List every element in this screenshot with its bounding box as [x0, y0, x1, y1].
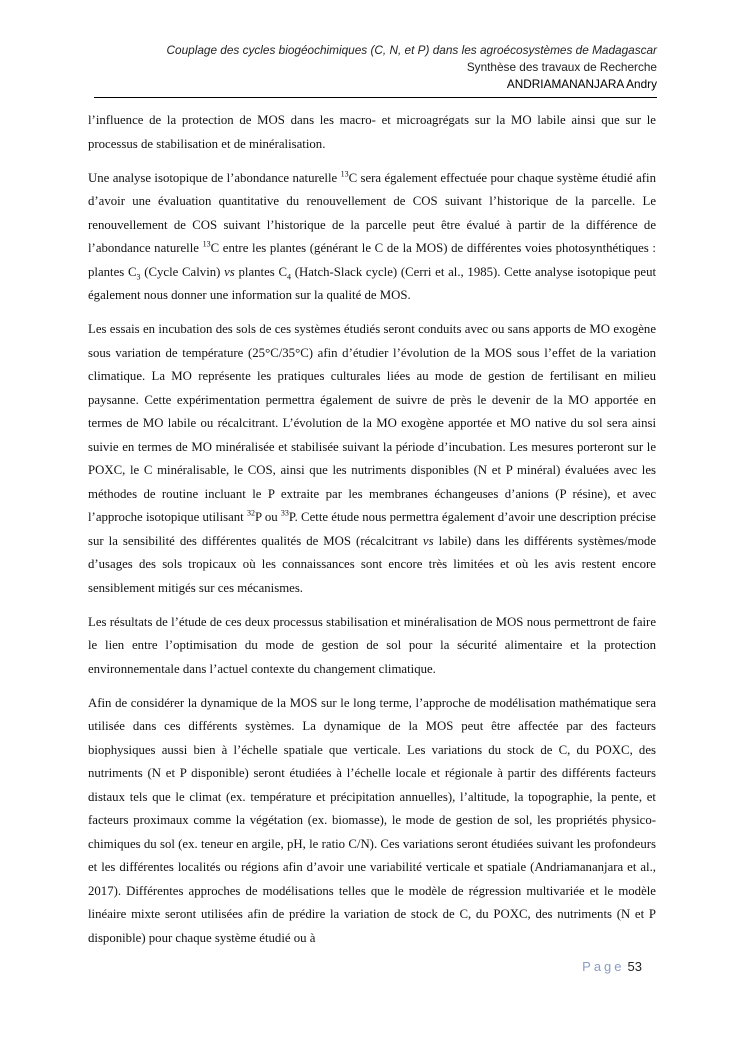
paragraph-2 — [88, 167, 656, 308]
subscript: 3 — [136, 272, 141, 282]
text-run: C sera également effectuée pour chaque système étudié afin d’avoir une évaluation quantitative du renouvellement de COS suivant l’historique de la parcelle. Le renouvellement de COS suivant l’historique de la parcelle peut être évalué à partir de la différence de l’abondance naturelle — [88, 170, 657, 255]
header-divider — [94, 97, 657, 98]
text-run: C entre les plantes (générant le C de la MOS) de différentes voies photosynthétiques : plantes C — [88, 241, 656, 279]
text-run: Les essais en incubation des sols de ces systèmes étudiés seront conduits avec ou sans apports de MO exogène sous variation de température (25°C/35°C) afin d’étudier l’évolution de la MOS sous l’effet de la variation climatique. La MO représente les pratiques culturales liées au mode de gestion de fertilisant en milieu paysanne. Cette expérimentation permettra également de suivre de près le devenir de la MO apportée en termes de MO labile ou récalcitrant. L’évolution de la MO exogène apportée et MO native du sol sera ainsi suivie en termes de MO minéralisée et stabilisée suivant la période d’incubation. Les mesures porteront sur le POXC, le C minéralisable, le COS, ainsi que les nutriments disponibles (N et P minéral) évaluées avec les méthodes de routine incluant le P extraite par les membranes échangeuses d’anions (P résine), et avec l’approche isotopique utilisant — [88, 322, 656, 524]
superscript: 33 — [280, 508, 289, 518]
page-number: 53 — [627, 959, 642, 974]
superscript: 13 — [340, 169, 349, 179]
header-author: ANDRIAMANANJARA Andry — [506, 77, 657, 91]
superscript: 32 — [246, 508, 255, 518]
text-run: (Hatch-Slack cycle) (Cerri et al., 1985). Cette analyse isotopique peut également nous donner une information sur la qualité de MOS. — [88, 264, 657, 302]
subscript: 4 — [287, 272, 291, 282]
text-run: Une analyse isotopique de l’abondance naturelle — [88, 170, 341, 185]
header-document-title: Couplage des cycles biogéochimiques (C, N, et P) dans les agroécosystèmes de Madagascar — [166, 43, 657, 57]
text-run: P. Cette étude nous permettra également d’avoir une description précise sur la sensibilité des différentes qualités de MOS (récalcitrant — [88, 510, 656, 548]
text-run: (Cycle Calvin) — [140, 264, 225, 279]
text-run: plantes C — [234, 264, 287, 279]
page-header — [94, 42, 657, 93]
italic-term: vs — [422, 533, 434, 548]
paragraph-1: l’influence de la protection de MOS dans les macro- et microagrégats sur la MO labile ainsi que sur le processus de stabilisation et de minéralisation. — [88, 113, 656, 151]
superscript: 13 — [202, 239, 211, 249]
paragraph-5: Afin de considérer la dynamique de la MOS sur le long terme, l’approche de modélisation mathématique sera utilisée dans ces différents systèmes. La dynamique de la MOS peut être affectée par des facteurs biophysiques aussi bien à l’échelle spatiale que verticale. Les variations du stock de C, du POXC, des nutriments (N et P disponible) seront étudiées à l’échelle locale et régionale à partir des différents facteurs distaux tels que le climat (ex. température et précipitation annuelles), l’altitude, la topographie, la pente, et facteurs proximaux comme la végétation (ex. biomasse), le mode de gestion de sol, les propriétés physico-chimiques du sol (ex. teneur en argile, pH, le ratio C/N). Ces variations seront étudiées suivant les profondeurs et les différentes localités ou régions afin d’avoir une variabilité verticale et spatiale (Andriamananjara et al., 2017). Différentes approches de modélisations telles que le modèle de régression multivariée et le modèle linéaire mixte seront utilisées afin de prédire la variation de stock de C, du POXC, des nutriments (N et P disponible) pour chaque système étudié ou à — [88, 695, 656, 945]
header-document-subtitle: Synthèse des travaux de Recherche — [466, 60, 657, 74]
paragraph-4: Les résultats de l’étude de ces deux processus stabilisation et minéralisation de MOS nous permettront de faire le lien entre l’optimisation du mode de gestion de sol pour la sécurité alimentaire et la protection environnementale dans l’actuel contexte du changement climatique. — [88, 614, 656, 676]
text-run: P ou — [254, 510, 281, 524]
page-footer — [582, 959, 642, 974]
page-label: Page — [582, 959, 625, 974]
italic-term: vs — [224, 264, 235, 279]
paragraph-3 — [88, 318, 656, 600]
text-run: labile) dans les différents systèmes/mode d’usages des sols tropicaux où les connaissances sont encore très limitées et où les avis restent encore sensiblement mitigés sur ces mécanismes. — [88, 533, 656, 595]
page-body — [88, 109, 656, 961]
